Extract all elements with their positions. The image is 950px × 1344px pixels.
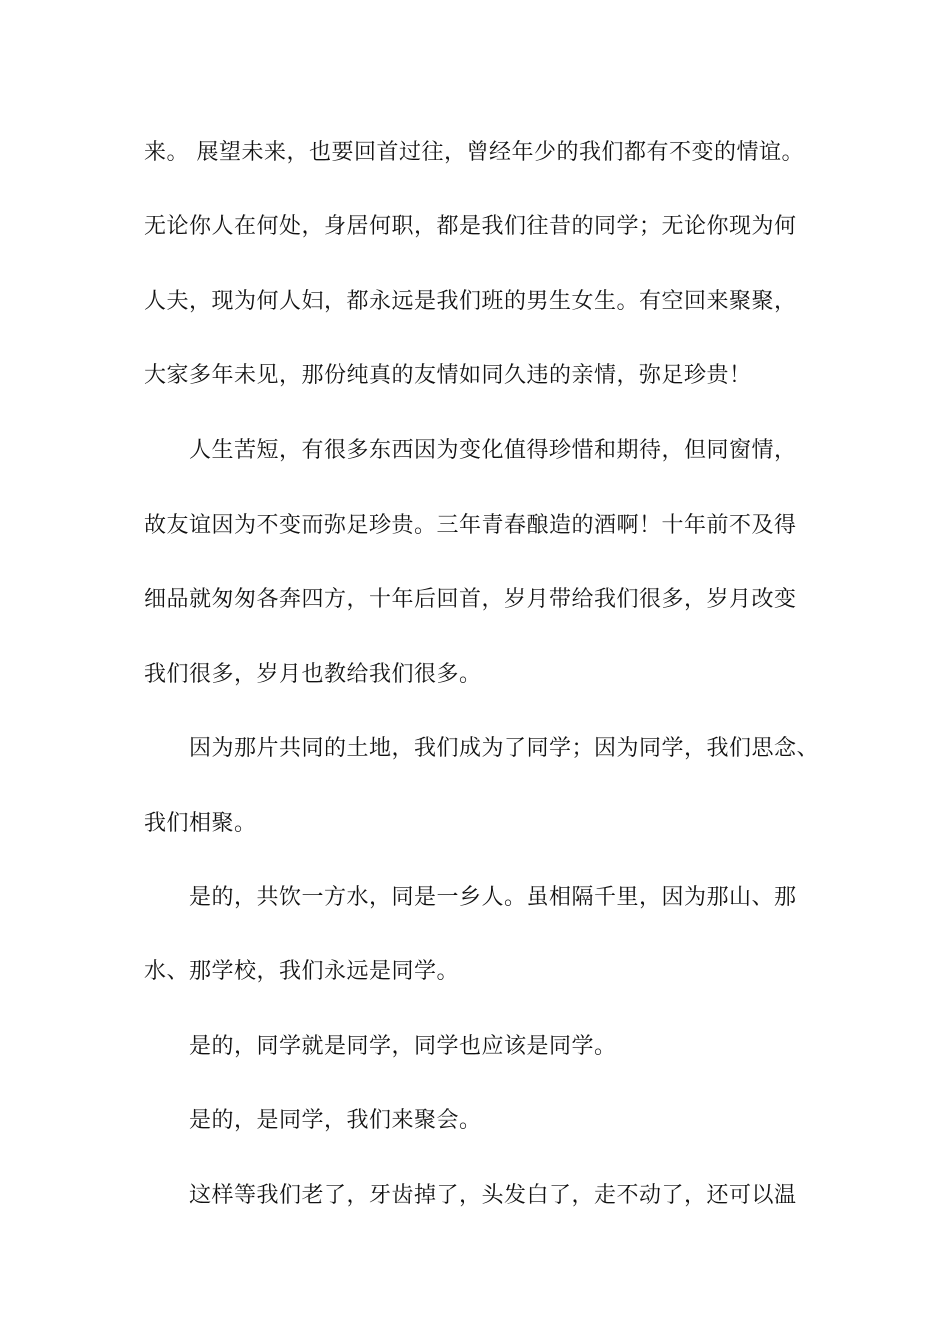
text-line-4: 大家多年未见，那份纯真的友情如同久违的亲情，弥足珍贵！: [144, 363, 752, 388]
text-line-8: 我们很多，岁月也教给我们很多。: [144, 662, 482, 687]
text-line-1: 来。 展望未来，也要回首过往，曾经年少的我们都有不变的情谊。: [144, 140, 804, 165]
text-line-7: 细品就匆匆各奔四方，十年后回首，岁月带给我们很多，岁月改变: [144, 587, 797, 612]
paragraph-start-line: 是的，共饮一方水，同是一乡人。虽相隔千里，因为那山、那: [189, 885, 797, 910]
text-line-12: 水、那学校，我们永远是同学。: [144, 959, 460, 984]
text-line-10: 我们相聚。: [144, 811, 257, 836]
text-line-3: 人夫，现为何人妇，都永远是我们班的男生女生。有空回来聚聚，: [144, 289, 797, 314]
text-line-2: 无论你人在何处，身居何职，都是我们往昔的同学；无论你现为何: [144, 214, 797, 239]
paragraph-start-line: 是的，同学就是同学，同学也应该是同学。: [189, 1034, 617, 1059]
paragraph-start-line: 因为那片共同的土地，我们成为了同学；因为同学，我们思念、: [189, 736, 820, 761]
paragraph-start-line: 人生苦短，有很多东西因为变化值得珍惜和期待，但同窗情，: [189, 438, 797, 463]
paragraph-start-line: 这样等我们老了，牙齿掉了，头发白了，走不动了，还可以温: [189, 1183, 797, 1208]
text-line-6: 故友谊因为不变而弥足珍贵。三年青春酿造的酒啊！十年前不及得: [144, 513, 797, 538]
paragraph-start-line: 是的，是同学，我们来聚会。: [189, 1108, 482, 1133]
